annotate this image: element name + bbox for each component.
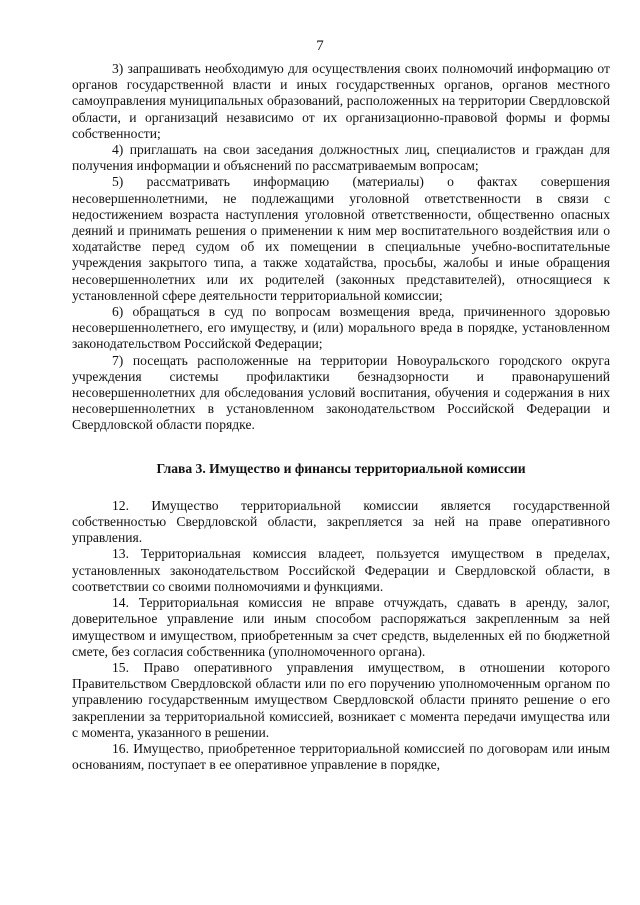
paragraph-item-3: 3) запрашивать необходимую для осуществления своих полномочий информацию от органов государственной власти и иных государственных органов, органов местного самоуправления муниципальных образований, расположенных на территории Свердловской области, и организаций независимо от их организационно-правовой формы и формы собственности; [72, 61, 610, 141]
paragraph-14: 14. Территориальная комиссия не вправе отчуждать, сдавать в аренду, залог, доверительное управление или иным способом распоряжаться закрепленным за ней имуществом и имуществом, приобретенным за счет средств, выделенных ей по бюджетной смете, без согласия собственника (уполномоченного органа). [72, 595, 610, 659]
paragraph-12: 12. Имущество территориальной комиссии является государственной собственностью Свердловской области, закрепляется за ней на праве оперативного управления. [72, 497, 610, 546]
chapter-heading: Глава 3. Имущество и финансы территориальной комиссии [156, 460, 526, 476]
page-number: 7 [316, 38, 324, 54]
page-content [72, 61, 610, 773]
paragraph-16: 16. Имущество, приобретенное территориальной комиссией по договорам или иным основаниям, поступает в ее оперативное управление в порядке, [72, 740, 610, 773]
paragraph-item-6: 6) обращаться в суд по вопросам возмещения вреда, причиненного здоровью несовершеннолетнего, его имуществу, и (или) морального вреда в порядке, установленном законодательством Российской Федерации; [72, 304, 610, 352]
paragraph-item-4: 4) приглашать на свои заседания должностных лиц, специалистов и граждан для получения информации и объяснений по рассматриваемым вопросам; [72, 142, 610, 174]
paragraph-item-7: 7) посещать расположенные на территории Новоуральского городского округа учреждения системы профилактики безнадзорности и правонарушений несовершеннолетних для обследования условий воспитания, обучения и содержания в них несовершеннолетних в установленном законодательством Российской Федерации и Свердловской области порядке. [72, 352, 610, 433]
paragraph-item-5: 5) рассматривать информацию (материалы) о фактах совершения несовершеннолетними, не подлежащими уголовной ответственности в связи с недостижением возраста наступления уголовной ответственности, общественно опасных деяний и принимать решения о применении к ним мер воспитательного воздействия или о ходатайстве перед судом об их помещении в специальные учебно-воспитательные учреждения закрытого типа, а также ходатайства, просьбы, жалобы и иные обращения несовершеннолетних или их родителей (законных представителей), относящиеся к установленной сфере деятельности территориальной комиссии; [72, 174, 610, 303]
paragraph-13: 13. Территориальная комиссия владеет, пользуется имуществом в пределах, установленных законодательством Российской Федерации и Свердловской области, в соответствии со своими полномочиями и функциями. [72, 546, 610, 594]
paragraph-15: 15. Право оперативного управления имуществом, в отношении которого Правительством Свердловской области или по его поручению уполномоченным органом по управлению государственным имуществом Свердловской области принято решение о его закреплении за территориальной комиссией, возникает с момента передачи имущества или с момента, указанного в решении. [72, 659, 610, 740]
